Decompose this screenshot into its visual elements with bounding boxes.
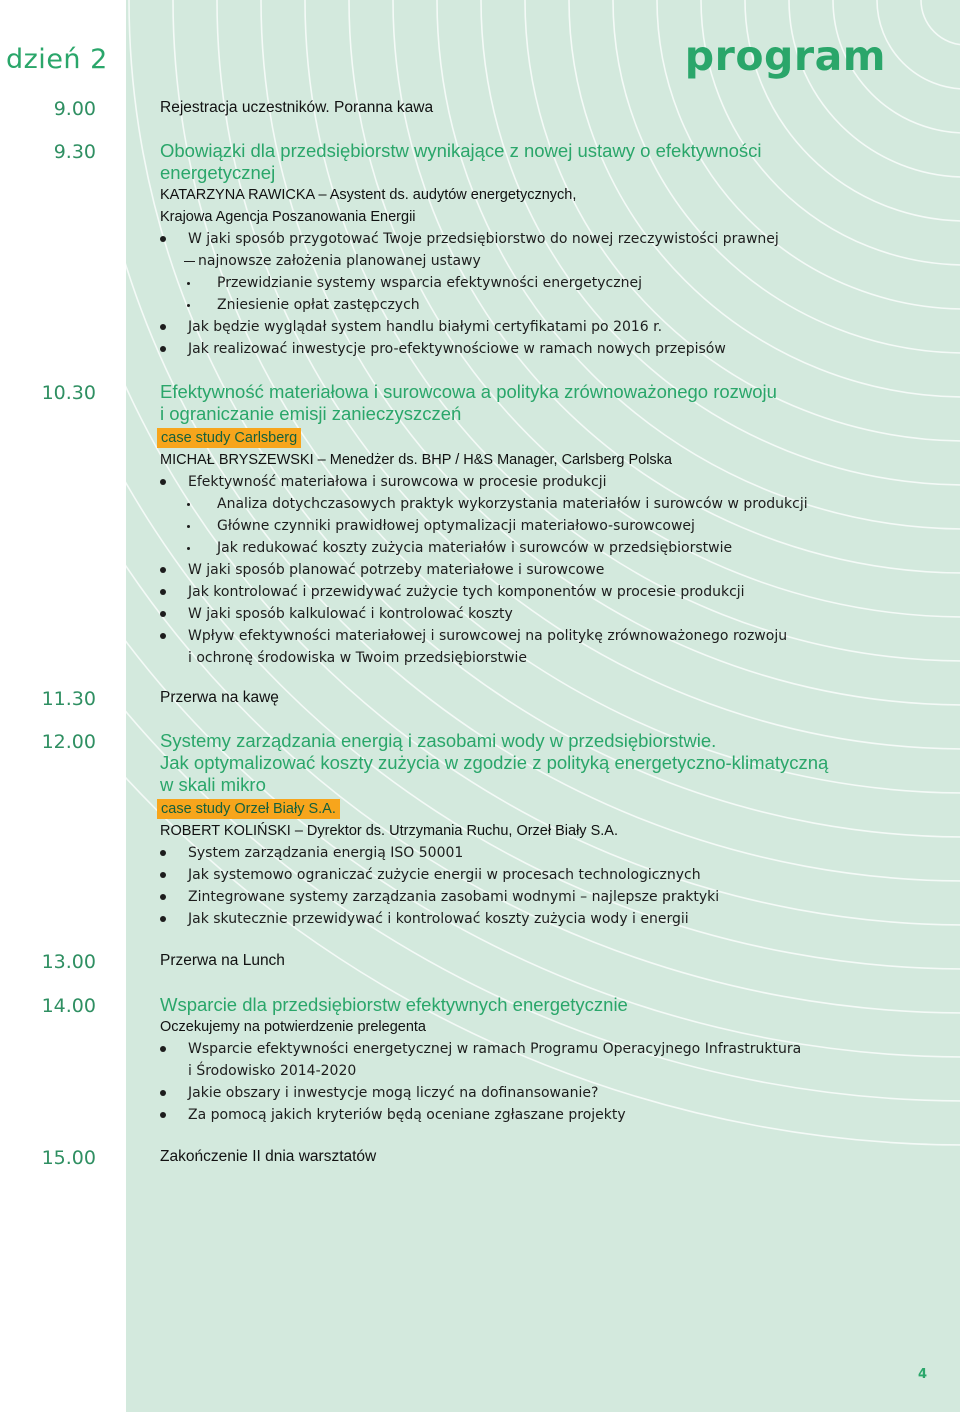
- session-title-line: Jak optymalizować koszty zużycia w zgodzie z polityką energetyczno-klimatyczną: [160, 752, 829, 773]
- topic-item: [160, 864, 860, 886]
- topic-item: [160, 842, 860, 864]
- topic-item: [160, 625, 860, 669]
- topic-text: W jaki sposób przygotować Twoje przedsiębiorstwo do nowej rzeczywistości prawnej: [188, 231, 779, 247]
- topic-text: Jak kontrolować i przewidywać zużycie tych komponentów w procesie produkcji: [188, 584, 745, 600]
- page-number: 4: [918, 1367, 928, 1382]
- speaker-line: Krajowa Agencja Poszanowania Energii: [160, 209, 416, 225]
- session-block: [160, 381, 860, 669]
- topic-item: [160, 581, 860, 603]
- topic-item: [160, 515, 860, 537]
- topic-text: Jak redukować koszty zużycia materiałów i surowców w przedsiębiorstwie: [217, 540, 733, 556]
- session-time: 11.30: [41, 688, 96, 710]
- topic-item: [160, 250, 860, 272]
- session-label: Przerwa na kawę: [160, 689, 279, 706]
- topic-item: [160, 1038, 860, 1082]
- ring: [877, 0, 960, 89]
- topic-item: [160, 537, 860, 559]
- session-block: [160, 730, 860, 930]
- topic-item: [160, 886, 860, 908]
- topic-text: Jak realizować inwestycje pro-efektywnościowe w ramach nowych przepisów: [188, 341, 726, 357]
- topic-text: W jaki sposób kalkulować i kontrolować koszty: [188, 606, 513, 622]
- day-label: dzień 2: [6, 44, 108, 75]
- topic-item: [160, 471, 860, 493]
- topic-item: [160, 908, 860, 930]
- topic-item: [160, 1082, 860, 1104]
- topic-text: Efektywność materiałowa i surowcowa w procesie produkcji: [188, 474, 607, 490]
- session-title-line: energetycznej: [160, 162, 276, 183]
- session-block: [160, 97, 860, 119]
- session-time: 12.00: [41, 731, 96, 753]
- session-title-line: w skali mikro: [160, 774, 266, 795]
- topic-list: [160, 228, 860, 360]
- topic-text: Zintegrowane systemy zarządzania zasobami wodnymi – najlepsze praktyki: [188, 889, 720, 905]
- topic-item: [160, 603, 860, 625]
- speaker-line: Oczekujemy na potwierdzenie prelegenta: [160, 1019, 426, 1035]
- session-time: 13.00: [41, 951, 96, 973]
- topic-list: [160, 1038, 860, 1126]
- speaker-line: ROBERT KOLIŃSKI – Dyrektor ds. Utrzymania Ruchu, Orzeł Biały S.A.: [160, 823, 618, 839]
- topic-text: Przewidzianie systemy wsparcia efektywności energetycznej: [217, 275, 642, 291]
- topic-text: W jaki sposób planować potrzeby materiałowe i surowcowe: [188, 562, 605, 578]
- topic-list: [160, 842, 860, 930]
- topic-text: Główne czynniki prawidłowej optymalizacji materiałowo-surowcowej: [217, 518, 695, 534]
- session-block: [160, 687, 860, 709]
- topic-text: Zniesienie opłat zastępczych: [217, 297, 420, 313]
- session-time: 10.30: [41, 382, 96, 404]
- topic-item: [160, 338, 860, 360]
- session-title-line: i ograniczanie emisji zanieczyszczeń: [160, 403, 462, 424]
- session-title-line: Obowiązki dla przedsiębiorstw wynikające z nowej ustawy o efektywności: [160, 140, 762, 161]
- topic-item: [160, 272, 860, 294]
- session-block: [160, 994, 860, 1126]
- session-block: [160, 140, 860, 360]
- session-block: [160, 950, 860, 972]
- session-time: 9.30: [53, 141, 96, 163]
- session-title-line: Efektywność materiałowa i surowcowa a polityka zrównoważonego rozwoju: [160, 381, 777, 402]
- topic-text: Jak skutecznie przewidywać i kontrolować koszty zużycia wody i energii: [188, 911, 689, 927]
- topic-text: Jakie obszary i inwestycje mogą liczyć na dofinansowanie?: [188, 1085, 599, 1101]
- topic-text: System zarządzania energią ISO 50001: [188, 845, 464, 861]
- program-title: program: [684, 32, 886, 80]
- speaker-line: KATARZYNA RAWICKA – Asystent ds. audytów energetycznych,: [160, 187, 577, 203]
- topic-item: [160, 294, 860, 316]
- speaker-line: MICHAŁ BRYSZEWSKI – Menedżer ds. BHP / H&S Manager, Carlsberg Polska: [160, 452, 672, 468]
- topic-text: Jak będzie wyglądał system handlu białymi certyfikatami po 2016 r.: [188, 319, 663, 335]
- session-label: Zakończenie II dnia warsztatów: [160, 1148, 377, 1165]
- topic-text: najnowsze założenia planowanej ustawy: [198, 253, 481, 269]
- topic-text: Jak systemowo ograniczać zużycie energii w procesach technologicznych: [188, 867, 701, 883]
- session-time: 15.00: [41, 1147, 96, 1169]
- session-time: 9.00: [53, 98, 96, 120]
- topic-text: Za pomocą jakich kryteriów będą oceniane zgłaszane projekty: [188, 1107, 626, 1123]
- session-title-line: Wsparcie dla przedsiębiorstw efektywnych energetycznie: [160, 994, 628, 1015]
- topic-item: [160, 493, 860, 515]
- topic-text: Wsparcie efektywności energetycznej w ramach Programu Operacyjnego Infrastruktura: [188, 1041, 802, 1057]
- topic-text: Analiza dotychczasowych praktyk wykorzystania materiałów i surowców w produkcji: [217, 496, 808, 512]
- session-label: Przerwa na Lunch: [160, 952, 285, 969]
- case-study-badge: case study Carlsberg: [157, 428, 301, 448]
- session-label: Rejestracja uczestników. Poranna kawa: [160, 99, 434, 116]
- session-block: [160, 1146, 860, 1168]
- session-title-line: Systemy zarządzania energią i zasobami wody w przedsiębiorstwie.: [160, 730, 717, 751]
- topic-item: [160, 559, 860, 581]
- topic-list: [160, 471, 860, 669]
- session-time: 14.00: [41, 995, 96, 1017]
- topic-text: i Środowisko 2014-2020: [188, 1063, 357, 1079]
- case-study-badge: case study Orzeł Biały S.A.: [157, 799, 340, 819]
- topic-text: Wpływ efektywności materiałowej i surowcowej na politykę zrównoważonego rozwoju: [188, 628, 788, 644]
- topic-item: [160, 316, 860, 338]
- topic-item: [160, 228, 860, 250]
- ring: [921, 0, 960, 45]
- topic-text: i ochronę środowiska w Twoim przedsiębiorstwie: [188, 650, 527, 666]
- topic-item: [160, 1104, 860, 1126]
